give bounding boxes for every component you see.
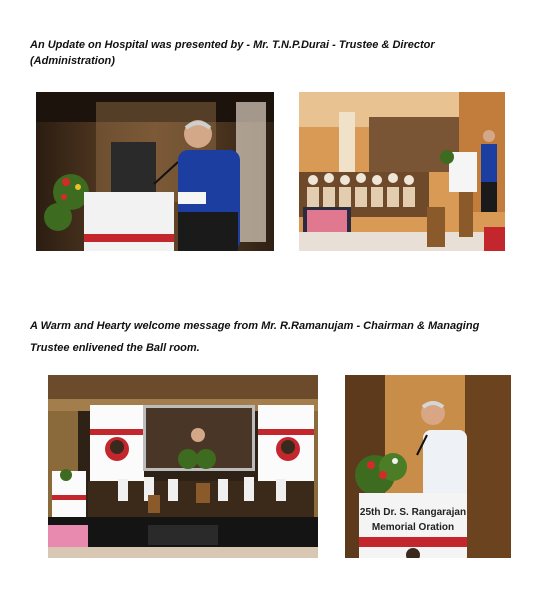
- caption-update-on-hospital: An Update on Hospital was presented by - Mr. T.N.P.Durai - Trustee & Director (Administration): [30, 39, 435, 67]
- podium-banner-subtitle: Memorial Oration: [371, 522, 455, 533]
- caption-welcome-message: A Warm and Hearty welcome message from Mr. R.Ramanujam - Chairman & Managing Trustee enlivened the Ball room.: [30, 320, 480, 354]
- podium-banner-title: 25th Dr. S. Rangarajan: [359, 507, 467, 518]
- photo-stage-wide: [48, 375, 318, 558]
- photo-speaker-durai: [36, 92, 274, 251]
- photo-chairman-podium: [345, 375, 511, 558]
- photo-audience-hall: [299, 92, 505, 251]
